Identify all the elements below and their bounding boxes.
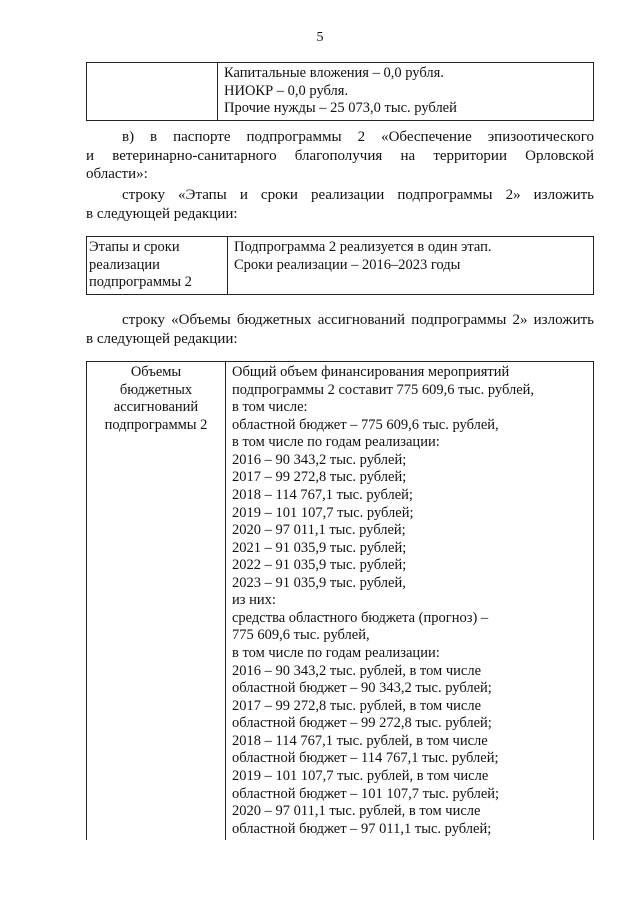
budget-table-value-cell bbox=[226, 362, 594, 841]
budget-line: 2022 – 91 035,9 тыс. рублей; bbox=[232, 557, 407, 574]
paragraph-budget-row bbox=[86, 311, 594, 348]
paragraph-line: области»: bbox=[86, 166, 148, 182]
continuation-table-right-cell bbox=[218, 63, 594, 121]
budget-table-header-cell bbox=[87, 362, 226, 841]
budget-line: 2019 – 101 107,7 тыс. рублей; bbox=[232, 504, 414, 521]
paragraph-passport-subprogram-2 bbox=[86, 128, 594, 184]
paragraph-line: в следующей редакции: bbox=[86, 205, 238, 222]
cell-line: ассигнований bbox=[113, 399, 199, 415]
paragraph-line: в) в паспорте подпрограммы 2 «Обеспечение эпизоотического bbox=[122, 129, 594, 145]
budget-line: в том числе: bbox=[232, 399, 308, 416]
budget-line: 2019 – 101 107,7 тыс. рублей, в том числе bbox=[232, 767, 489, 784]
budget-line: в том числе по годам реализации: bbox=[232, 645, 440, 661]
cell-line: Подпрограмма 2 реализуется в один этап. bbox=[234, 239, 492, 255]
continuation-table bbox=[86, 62, 594, 121]
budget-line: 2018 – 114 767,1 тыс. рублей; bbox=[232, 486, 413, 503]
budget-line: Общий объем финансирования мероприятий bbox=[232, 364, 510, 380]
cell-line: Объемы bbox=[130, 364, 182, 380]
paragraph-line: строку «Объемы бюджетных ассигнований подпрограммы 2» изложить bbox=[122, 312, 594, 328]
cell-line: бюджетных bbox=[119, 381, 193, 398]
budget-line: 775 609,6 тыс. рублей, bbox=[232, 627, 370, 644]
budget-line: 2017 – 99 272,8 тыс. рублей, в том числе bbox=[232, 697, 482, 714]
budget-line: областной бюджет – 97 011,1 тыс. рублей; bbox=[232, 820, 492, 837]
budget-line: областной бюджет – 114 767,1 тыс. рублей; bbox=[232, 750, 499, 767]
budget-line: 2023 – 91 035,9 тыс. рублей, bbox=[232, 574, 406, 591]
budget-table bbox=[86, 361, 594, 840]
budget-line: 2017 – 99 272,8 тыс. рублей; bbox=[232, 469, 407, 486]
budget-line: 2020 – 97 011,1 тыс. рублей; bbox=[232, 522, 406, 539]
budget-line: 2016 – 90 343,2 тыс. рублей; bbox=[232, 451, 407, 468]
budget-line: 2016 – 90 343,2 тыс. рублей, в том числе bbox=[232, 662, 482, 679]
budget-line: областной бюджет – 90 343,2 тыс. рублей; bbox=[232, 680, 492, 697]
cell-line: Этапы и сроки bbox=[89, 239, 180, 255]
cell-line: подпрограммы 2 bbox=[104, 416, 208, 433]
budget-line: средства областного бюджета (прогноз) – bbox=[232, 609, 489, 626]
paragraph-line: в следующей редакции: bbox=[86, 330, 238, 347]
budget-line: областной бюджет – 101 107,7 тыс. рублей; bbox=[232, 785, 500, 802]
budget-line: в том числе по годам реализации: bbox=[232, 434, 440, 451]
stages-table-value-cell bbox=[228, 237, 594, 295]
other-needs-line: Прочие нужды – 25 073,0 тыс. рублей bbox=[224, 100, 457, 116]
budget-line: 2020 – 97 011,1 тыс. рублей, в том числе bbox=[232, 803, 481, 820]
budget-line: областной бюджет – 99 272,8 тыс. рублей; bbox=[232, 715, 492, 732]
paragraph-stages-row bbox=[86, 186, 594, 223]
paragraph-line: строку «Этапы и сроки реализации подпрограммы 2» изложить bbox=[122, 187, 594, 203]
stages-table bbox=[86, 236, 594, 295]
budget-line: из них: bbox=[232, 592, 276, 609]
cell-line: Сроки реализации – 2016–2023 годы bbox=[234, 256, 461, 273]
paragraph-line: и ветеринарно-санитарного благополучия на территории Орловской bbox=[86, 147, 594, 164]
cell-line: подпрограммы 2 bbox=[89, 274, 192, 290]
rnd-line: НИОКР – 0,0 рубля. bbox=[224, 82, 349, 99]
page-number: 5 bbox=[316, 30, 324, 45]
budget-line: областной бюджет – 775 609,6 тыс. рублей, bbox=[232, 416, 499, 433]
budget-line: 2021 – 91 035,9 тыс. рублей; bbox=[232, 539, 407, 556]
stages-table-header-cell bbox=[87, 237, 228, 295]
budget-line: 2018 – 114 767,1 тыс. рублей, в том числе bbox=[232, 732, 488, 749]
budget-line: подпрограммы 2 составит 775 609,6 тыс. рублей, bbox=[232, 381, 535, 398]
continuation-table-left-cell bbox=[87, 63, 218, 121]
capital-investments-line: Капитальные вложения – 0,0 рубля. bbox=[224, 65, 444, 81]
cell-line: реализации bbox=[89, 256, 160, 273]
